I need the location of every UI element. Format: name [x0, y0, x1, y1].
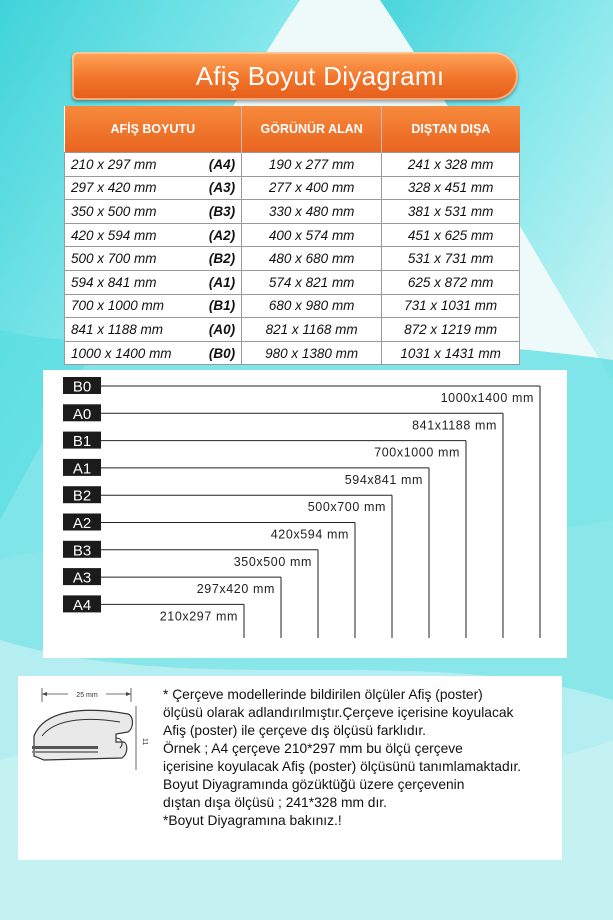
outer-size-cell: 381 x 531 mm [382, 200, 520, 224]
poster-size-cell [65, 200, 242, 224]
table-row [65, 318, 520, 342]
visible-area-cell: 821 x 1168 mm [242, 318, 382, 342]
diagram-entry-b1 [63, 432, 466, 638]
poster-size-cell [65, 247, 242, 271]
note-line: Afiş (poster) ile çerçeve dış ölçüsü farklıdır. [163, 723, 427, 738]
diagram-entry-a4 [63, 595, 244, 638]
paper-code-label: A1 [72, 460, 92, 478]
paper-code-label: A3 [72, 569, 92, 587]
table-row [65, 223, 520, 247]
paper-code: (B2) [208, 251, 236, 267]
frame-profile-drawing [24, 680, 160, 780]
paper-code: (A4) [208, 156, 236, 172]
outer-size-cell: 1031 x 1431 mm [382, 341, 520, 365]
header-outer-size: DIŞTAN DIŞA [382, 106, 520, 153]
diagram-entry-a1 [63, 459, 429, 638]
visible-area-cell: 980 x 1380 mm [242, 341, 382, 365]
poster-size-cell [65, 223, 242, 247]
dimension-label: 1000x1400 mm [440, 391, 534, 405]
paper-code: (B3) [208, 203, 236, 219]
note-line: *Boyut Diyagramına bakınız.! [163, 813, 342, 828]
poster-size-cell [65, 318, 242, 342]
dimension-label: 841x1188 mm [412, 418, 497, 433]
paper-code-label: B1 [72, 433, 92, 451]
note-line: içerisine koyulacak Afiş (poster) ölçüsünü tanımlamaktadır. [163, 759, 522, 774]
diagram-entry-b0 [63, 377, 540, 638]
diagram-entry-a0 [63, 404, 503, 638]
table-row [65, 270, 520, 294]
poster-size-cell [65, 341, 242, 365]
dimension-label: 210x297 mm [159, 609, 238, 624]
poster-size-cell [65, 270, 242, 294]
poster-size-cell [65, 176, 242, 200]
outer-size-cell: 625 x 872 mm [382, 270, 520, 294]
outer-size-cell: 872 x 1219 mm [382, 318, 520, 342]
dimension-label: 700x1000 mm [374, 445, 460, 460]
paper-code: (A0) [208, 321, 236, 337]
paper-code-label: A2 [72, 515, 92, 532]
note-line: ölçüsü olarak adlandırılmıştır.Çerçeve içerisine koyulacak [163, 705, 514, 720]
paper-code: (A1) [208, 274, 236, 290]
visible-area-cell: 277 x 400 mm [242, 176, 382, 200]
dimension-label: 420x594 mm [270, 527, 349, 542]
size-diagram [43, 370, 567, 658]
visible-area-cell: 480 x 680 mm [242, 247, 382, 271]
paper-code: (B1) [208, 298, 236, 314]
header-visible-area: GÖRÜNÜR ALAN [242, 106, 382, 153]
note-line: Boyut Diyagramında gözüktüğü üzere çerçevenin [163, 777, 465, 792]
title-banner [72, 52, 518, 100]
table-row [65, 341, 520, 365]
dimension-label: 500x700 mm [307, 500, 386, 515]
table-row [65, 294, 520, 318]
profile-height-label: 11 [141, 738, 148, 746]
poster-size-value: 841 x 1188 mm [71, 321, 164, 337]
note-text [163, 686, 563, 830]
poster-size-value: 210 x 297 mm [71, 156, 157, 172]
paper-code-label: A4 [72, 596, 92, 614]
table-row [65, 176, 520, 200]
poster-size-value: 594 x 841 mm [71, 274, 157, 290]
paper-code: (B0) [208, 345, 236, 361]
outer-size-cell: 451 x 625 mm [382, 223, 520, 247]
visible-area-cell: 190 x 277 mm [242, 153, 382, 177]
note-line: dıştan dışa ölçüsü ; 241*328 mm dır. [163, 795, 387, 810]
poster-size-value: 350 x 500 mm [71, 203, 157, 219]
visible-area-cell: 330 x 480 mm [242, 200, 382, 224]
dimension-label: 350x500 mm [233, 554, 312, 569]
outer-size-cell: 531 x 731 mm [382, 247, 520, 271]
poster-size-value: 420 x 594 mm [71, 227, 157, 243]
paper-code-label: B2 [72, 487, 92, 505]
paper-code: (A3) [208, 180, 236, 196]
poster-size-value: 700 x 1000 mm [71, 298, 165, 314]
paper-code: (A2) [208, 227, 236, 243]
poster-size-value: 500 x 700 mm [71, 251, 157, 267]
poster-size-cell [65, 153, 242, 177]
paper-code-label: B0 [72, 378, 92, 396]
size-diagram-graphic [43, 370, 567, 658]
outer-size-cell: 731 x 1031 mm [382, 294, 520, 318]
outer-size-cell: 328 x 451 mm [382, 176, 520, 200]
poster-size-value: 297 x 420 mm [71, 180, 157, 196]
dimension-label: 297x420 mm [196, 582, 275, 597]
page-title: Afiş Boyut Diyagramı [195, 61, 445, 91]
profile-width-label: 25 mm [76, 692, 98, 699]
paper-code-label: B3 [72, 542, 92, 560]
table-row [65, 200, 520, 224]
table-header-row [65, 106, 520, 153]
visible-area-cell: 680 x 980 mm [242, 294, 382, 318]
table-row [65, 153, 520, 177]
visible-area-cell: 400 x 574 mm [242, 223, 382, 247]
note-line: Örnek ; A4 çerçeve 210*297 mm bu ölçü çerçeve [163, 741, 463, 756]
table-row [65, 247, 520, 271]
size-table [64, 106, 520, 365]
header-poster-size: AFİŞ BOYUTU [65, 106, 242, 153]
visible-area-cell: 574 x 821 mm [242, 270, 382, 294]
outer-size-cell: 241 x 328 mm [382, 153, 520, 177]
dimension-label: 594x841 mm [344, 472, 423, 487]
poster-size-cell [65, 294, 242, 318]
paper-code-label: A0 [72, 405, 92, 423]
diagram-entry-b3 [63, 541, 318, 638]
note-line: * Çerçeve modellerinde bildirilen ölçüler Afiş (poster) [163, 687, 483, 702]
poster-size-value: 1000 x 1400 mm [71, 345, 172, 361]
